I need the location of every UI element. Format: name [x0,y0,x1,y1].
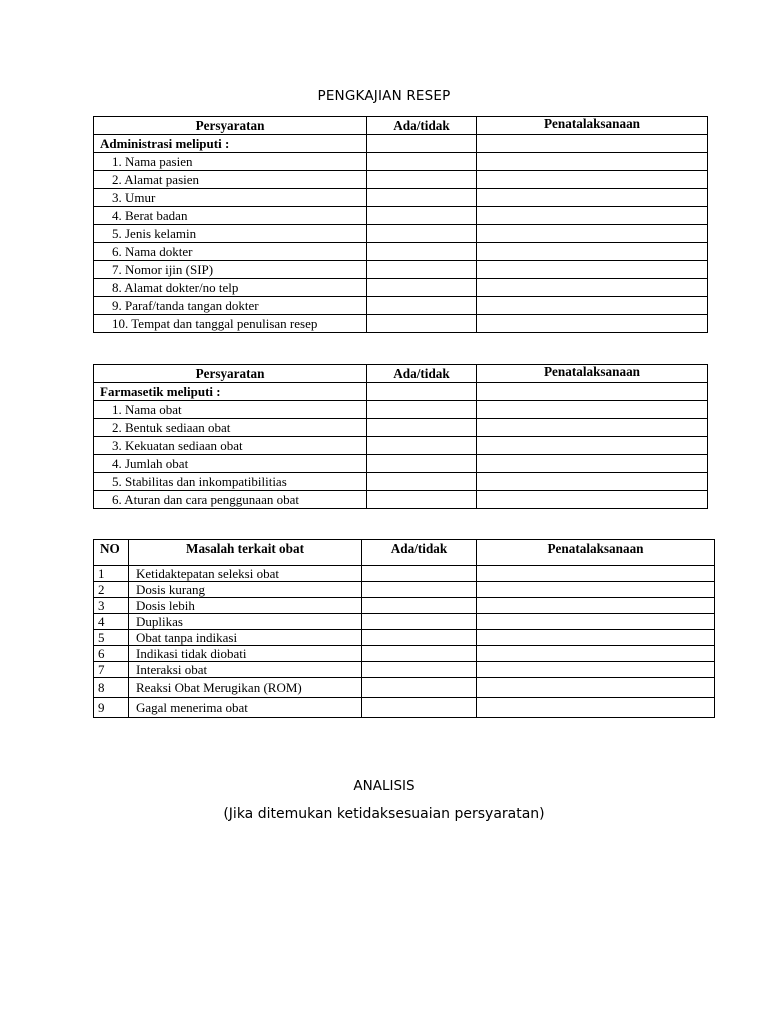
penatalaksanaan-cell [477,566,715,582]
section-row [94,135,708,153]
penatalaksanaan-cell [477,646,715,662]
table-row [94,646,715,662]
table-row [94,598,715,614]
penatalaksanaan-cell [477,207,708,225]
requirement-label: 3. Kekuatan sediaan obat [94,437,367,455]
document-title: PENGKAJIAN RESEP [317,88,451,104]
table-row [94,566,715,582]
requirement-label: 1. Nama obat [94,401,367,419]
penatalaksanaan-cell [477,582,715,598]
administration-requirements-table [93,116,708,333]
ada-tidak-cell [362,598,477,614]
row-number: 7 [94,662,129,678]
table-header-row [94,117,708,135]
requirement-label: 2. Alamat pasien [94,171,367,189]
problem-label: Interaksi obat [129,662,362,678]
penatalaksanaan-cell [477,225,708,243]
requirement-label: 1. Nama pasien [94,153,367,171]
ada-tidak-cell [367,261,477,279]
problem-label: Obat tanpa indikasi [129,630,362,646]
ada-tidak-cell [362,678,477,698]
penatalaksanaan-cell [477,189,708,207]
section-row [94,383,708,401]
row-number: 4 [94,614,129,630]
table-row [94,243,708,261]
problem-label: Ketidaktepatan seleksi obat [129,566,362,582]
penatalaksanaan-cell [477,261,708,279]
penatalaksanaan-cell [477,171,708,189]
header-no: NO [94,540,129,566]
row-number: 6 [94,646,129,662]
analysis-heading: ANALISIS [353,778,415,794]
requirement-label: 6. Aturan dan cara penggunaan obat [94,491,367,509]
table-row [94,225,708,243]
requirement-label: 6. Nama dokter [94,243,367,261]
table-row [94,455,708,473]
section-label: Farmasetik meliputi : [94,383,367,401]
ada-tidak-cell [367,135,477,153]
ada-tidak-cell [362,630,477,646]
ada-tidak-cell [367,189,477,207]
penatalaksanaan-cell [477,630,715,646]
table-row [94,491,708,509]
table-row [94,662,715,678]
table-row [94,630,715,646]
header-penatalaksanaan: Penatalaksanaan [477,117,708,135]
table-row [94,261,708,279]
problem-label: Dosis kurang [129,582,362,598]
problem-label: Reaksi Obat Merugikan (ROM) [129,678,362,698]
row-number: 1 [94,566,129,582]
table-row [94,153,708,171]
ada-tidak-cell [367,419,477,437]
penatalaksanaan-cell [477,598,715,614]
ada-tidak-cell [362,662,477,678]
ada-tidak-cell [362,698,477,718]
requirement-label: 4. Jumlah obat [94,455,367,473]
header-ada-tidak: Ada/tidak [367,365,477,383]
header-penatalaksanaan: Penatalaksanaan [477,540,715,566]
row-number: 3 [94,598,129,614]
requirement-label: 8. Alamat dokter/no telp [94,279,367,297]
ada-tidak-cell [367,455,477,473]
ada-tidak-cell [367,171,477,189]
penatalaksanaan-cell [477,491,708,509]
row-number: 8 [94,678,129,698]
pharmaceutical-requirements-table [93,364,708,509]
table-row [94,437,708,455]
requirement-label: 3. Umur [94,189,367,207]
problem-label: Gagal menerima obat [129,698,362,718]
penatalaksanaan-cell [477,383,708,401]
penatalaksanaan-cell [477,698,715,718]
requirement-label: 7. Nomor ijin (SIP) [94,261,367,279]
ada-tidak-cell [367,473,477,491]
problem-label: Duplikas [129,614,362,630]
penatalaksanaan-cell [477,153,708,171]
table-row [94,614,715,630]
ada-tidak-cell [367,207,477,225]
ada-tidak-cell [367,243,477,261]
ada-tidak-cell [362,582,477,598]
ada-tidak-cell [367,437,477,455]
penatalaksanaan-cell [477,135,708,153]
problem-label: Indikasi tidak diobati [129,646,362,662]
table-row [94,419,708,437]
table-row [94,698,715,718]
table-row [94,171,708,189]
table-row [94,401,708,419]
penatalaksanaan-cell [477,455,708,473]
penatalaksanaan-cell [477,243,708,261]
table-row [94,473,708,491]
table-row [94,207,708,225]
penatalaksanaan-cell [477,279,708,297]
table-row [94,279,708,297]
penatalaksanaan-cell [477,473,708,491]
ada-tidak-cell [367,225,477,243]
penatalaksanaan-cell [477,419,708,437]
analysis-note: (Jika ditemukan ketidaksesuaian persyaratan) [223,806,545,822]
requirement-label: 10. Tempat dan tanggal penulisan resep [94,315,367,333]
ada-tidak-cell [362,614,477,630]
table-row [94,582,715,598]
row-number: 2 [94,582,129,598]
header-penatalaksanaan: Penatalaksanaan [477,365,708,383]
drug-problems-table [93,539,715,718]
ada-tidak-cell [362,646,477,662]
requirement-label: 5. Stabilitas dan inkompatibilitias [94,473,367,491]
ada-tidak-cell [367,315,477,333]
ada-tidak-cell [367,153,477,171]
row-number: 9 [94,698,129,718]
requirement-label: 4. Berat badan [94,207,367,225]
penatalaksanaan-cell [477,437,708,455]
ada-tidak-cell [367,383,477,401]
penatalaksanaan-cell [477,297,708,315]
ada-tidak-cell [367,279,477,297]
problem-label: Dosis lebih [129,598,362,614]
penatalaksanaan-cell [477,401,708,419]
requirement-label: 9. Paraf/tanda tangan dokter [94,297,367,315]
section-label: Administrasi meliputi : [94,135,367,153]
table-row [94,189,708,207]
requirement-label: 2. Bentuk sediaan obat [94,419,367,437]
header-persyaratan: Persyaratan [94,117,367,135]
header-masalah: Masalah terkait obat [129,540,362,566]
ada-tidak-cell [367,297,477,315]
table-row [94,297,708,315]
requirement-label: 5. Jenis kelamin [94,225,367,243]
table-header-row [94,365,708,383]
penatalaksanaan-cell [477,315,708,333]
ada-tidak-cell [362,566,477,582]
row-number: 5 [94,630,129,646]
header-ada-tidak: Ada/tidak [367,117,477,135]
ada-tidak-cell [367,401,477,419]
table-row [94,678,715,698]
table-header-row [94,540,715,566]
table-row [94,315,708,333]
penatalaksanaan-cell [477,614,715,630]
penatalaksanaan-cell [477,678,715,698]
ada-tidak-cell [367,491,477,509]
header-persyaratan: Persyaratan [94,365,367,383]
header-ada-tidak: Ada/tidak [362,540,477,566]
penatalaksanaan-cell [477,662,715,678]
